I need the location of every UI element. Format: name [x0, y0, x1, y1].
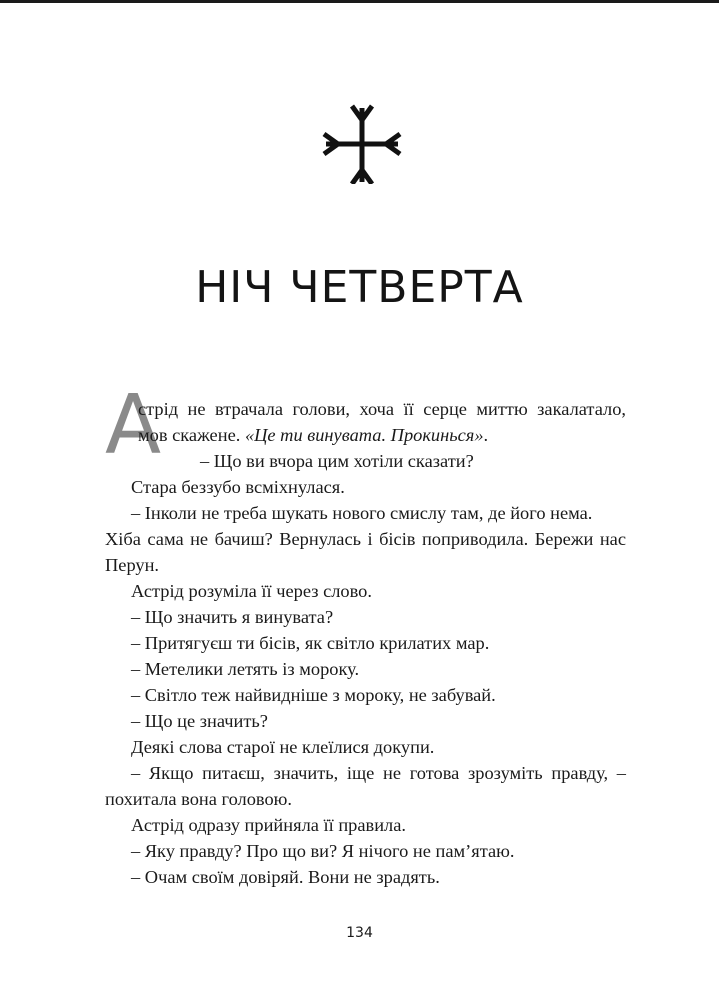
- text-fragment: мов скажене.: [138, 425, 245, 445]
- dialogue-line: – Очам своїм довіряй. Вони не зрадять.: [131, 867, 440, 887]
- drop-cap: А: [105, 378, 162, 473]
- dialogue-line: – Що це значить?: [131, 711, 268, 731]
- text-line: Хіба сама не бачиш? Вернулась і бісів поприводила. Бережи нас: [105, 529, 626, 549]
- dialogue-line: – Інколи не треба шукать нового смислу там, де його нема.: [131, 503, 593, 523]
- quoted-text: «Це ти винувата. Прокинься»: [244, 425, 484, 445]
- text-line: стрід не втрачала голови, хоча її серце миттю закалатало,: [138, 399, 626, 419]
- text-line: Астрід розуміла її через слово.: [131, 581, 372, 601]
- dialogue-line: – Світло теж найвидніше з мороку, не забувай.: [131, 685, 496, 705]
- dialogue-line: – Що ви вчора цим хотіли сказати?: [200, 451, 474, 471]
- text-fragment: .: [483, 425, 489, 445]
- text-line: [138, 422, 626, 448]
- text-line: Астрід одразу прийняла її правила.: [131, 815, 406, 835]
- dialogue-line: – Яку правду? Про що ви? Я нічого не пам’ятаю.: [131, 841, 515, 861]
- dialogue-line: – Притягуєш ти бісів, як світло крилатих мар.: [131, 633, 490, 653]
- text-line: Деякі слова старої не клеїлися докупи.: [131, 737, 435, 757]
- dialogue-line: – Якщо питаєш, значить, іще не готова зрозуміть правду, –: [131, 763, 626, 783]
- text-line: Перун.: [105, 555, 160, 575]
- dialogue-line: – Що значить я винувата?: [131, 607, 334, 627]
- cross-rune-ornament-icon: [322, 104, 402, 184]
- text-line: Стара беззубо всміхнулася.: [131, 477, 345, 497]
- page-number: 134: [346, 925, 373, 941]
- chapter-title: НІЧ ЧЕТВЕРТА: [195, 262, 524, 313]
- dialogue-line: – Метелики летять із мороку.: [131, 659, 360, 679]
- text-line: похитала вона головою.: [105, 789, 292, 809]
